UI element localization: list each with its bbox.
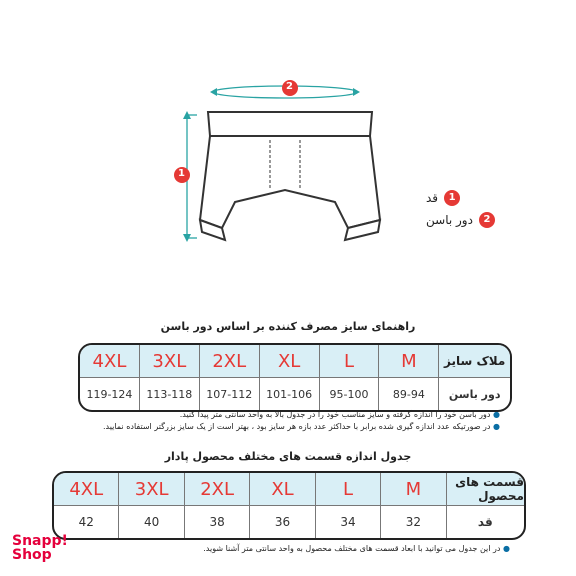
size-table <box>78 343 512 412</box>
legend <box>426 190 546 234</box>
size-cell: 2XL <box>199 345 259 377</box>
note-item: ● دور باسن خود را اندازه گرفته و سایز مناسب خود را در جدول بالا به واحد سانتی متر پیدا کنید. <box>179 410 500 419</box>
notes-1 <box>20 409 500 434</box>
size-cell: L <box>319 345 379 377</box>
length-value: 36 <box>249 506 314 538</box>
legend-item <box>426 212 546 228</box>
length-value: 34 <box>315 506 380 538</box>
note-item: ● در صورتیکه عدد اندازه گیری شده برابر با حداکثر عدد بازه هر سایز بود ، بهتر است از یک سایز بزرگتر استفاده نمایید. <box>102 422 500 432</box>
length-value: 42 <box>78 515 94 529</box>
note-item: ● در این جدول می توانید با ابعاد قسمت های مختلف محصول به واحد سانتی متر آشنا شوید. <box>203 544 510 553</box>
row-label: قد <box>446 506 524 538</box>
size-header-row <box>80 345 510 377</box>
size-cell: M <box>380 473 445 505</box>
legend-item <box>426 190 546 206</box>
snapp-shop-logo: Snapp! Shop <box>12 533 68 563</box>
hip-value: 107-112 <box>199 378 259 410</box>
length-value: 40 <box>118 506 183 538</box>
length-value: 38 <box>184 506 249 538</box>
size-cell: XL <box>249 473 314 505</box>
dimensions-table <box>52 471 526 540</box>
size-cell: M <box>378 345 438 377</box>
dimensions-table-title: جدول اندازه قسمت های مختلف محصول پادار <box>164 450 412 463</box>
legend-number: 1 <box>444 190 460 206</box>
size-cell: 4XL <box>69 478 104 500</box>
hip-value: 119-124 <box>86 387 133 401</box>
legend-number: 2 <box>479 212 495 228</box>
size-cell: XL <box>259 345 319 377</box>
marker-1: 1 <box>178 168 185 179</box>
size-cell: 2XL <box>184 473 249 505</box>
size-header-row <box>54 473 524 505</box>
legend-label: دور باسن <box>426 213 473 227</box>
size-cell: 3XL <box>118 473 183 505</box>
header-label: ملاک سایز <box>438 345 510 377</box>
length-value: 32 <box>380 506 445 538</box>
notes-2 <box>70 543 510 555</box>
hip-value: 101-106 <box>259 378 319 410</box>
row-label: دور باسن <box>438 378 510 410</box>
size-cell: 3XL <box>139 345 199 377</box>
hip-value: 89-94 <box>378 378 438 410</box>
length-row <box>54 505 524 538</box>
size-cell: 4XL <box>92 350 127 372</box>
legend-label: قد <box>426 191 439 205</box>
hip-value: 113-118 <box>139 378 199 410</box>
size-table-title: راهنمای سایز مصرف کننده بر اساس دور باسن <box>160 320 416 333</box>
hip-value: 95-100 <box>319 378 379 410</box>
boxer-illustration <box>170 70 400 250</box>
marker-2: 2 <box>286 81 293 92</box>
hip-row <box>80 377 510 410</box>
size-cell: L <box>315 473 380 505</box>
header-label: قسمت های محصول <box>446 473 524 505</box>
